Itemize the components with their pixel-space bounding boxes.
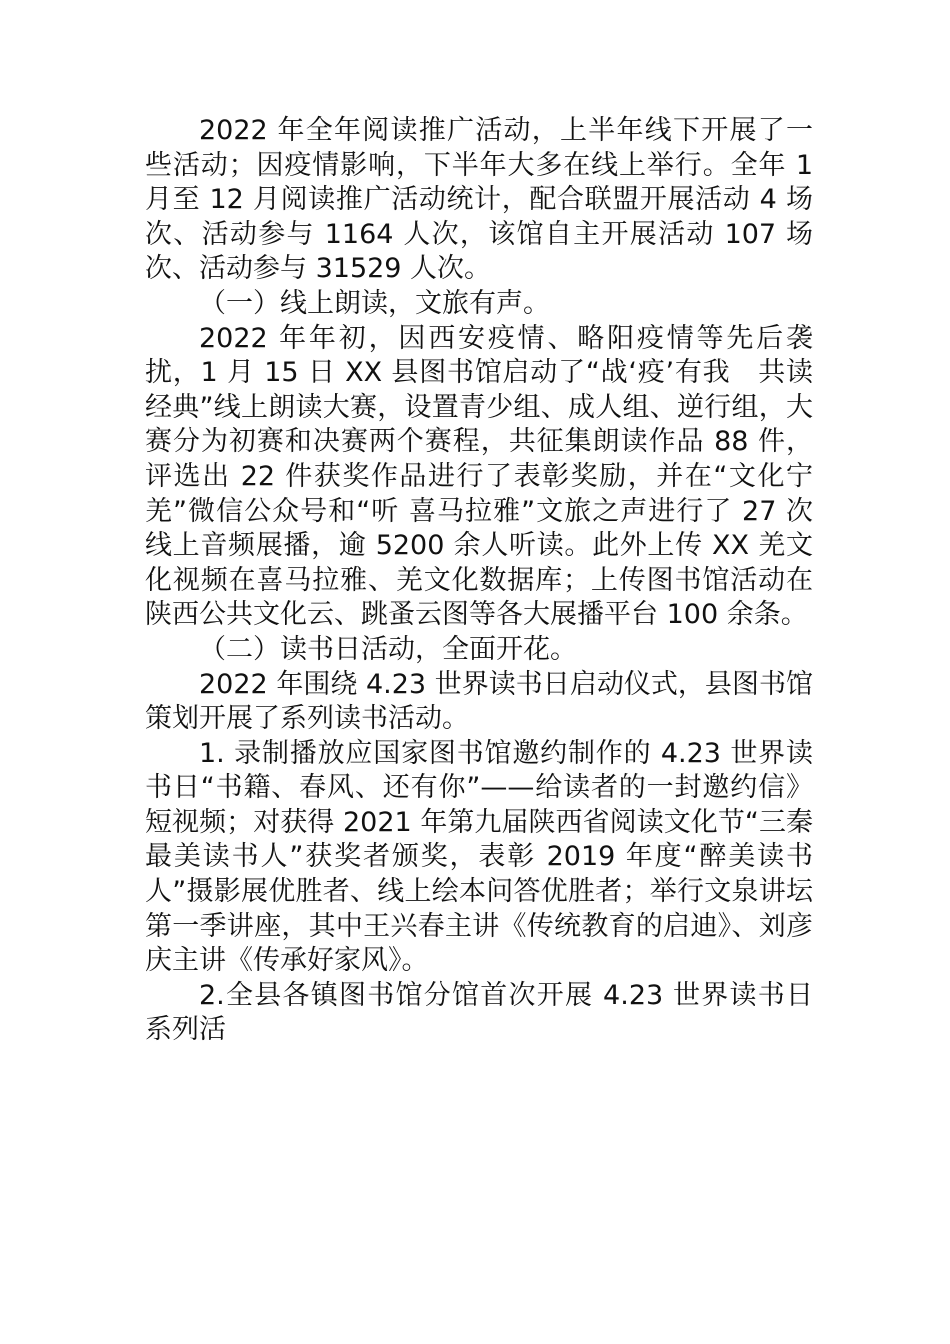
- document-body: [145, 114, 813, 1048]
- paragraph-reading-day-intro: 2022 年围绕 4.23 世界读书日启动仪式，县图书馆策划开展了系列读书活动。: [145, 668, 813, 735]
- paragraph-item-1: 1. 录制播放应国家图书馆邀约制作的 4.23 世界读书日“书籍、春风、还有你”——给读者的一封邀约信》短视频；对获得 2021 年第九届陕西省阅读文化节“三秦最美读书人”获奖者颁奖，表彰 2019 年度“醉美读书人”摄影展优胜者、线上绘本问答优胜者；举行文泉讲坛第一季讲座，其中王兴春主讲《传统教育的启迪》、刘彦庆主讲《传承好家风》。: [145, 737, 813, 977]
- section-heading-reading-day: （二）读书日活动，全面开花。: [199, 633, 577, 665]
- paragraph-online-reading: 2022 年年初，因西安疫情、略阳疫情等先后袭扰，1 月 15 日 XX 县图书馆启动了“战‘疫’有我 共读经典”线上朗读大赛，设置青少组、成人组、逆行组，大赛分为初赛和决赛两个赛程，共征集朗读作品 88 件，评选出 22 件获奖作品进行了表彰奖励，并在“文化宁羌”微信公众号和“听 喜马拉雅”文旅之声进行了 27 次线上音频展播，逾 5200 余人听读。此外上传 XX 羌文化视频在喜马拉雅、羌文化数据库；上传图书馆活动在陕西公共文化云、跳蚤云图等各大展播平台 100 余条。: [145, 322, 813, 631]
- paragraph-annual-summary: 2022 年全年阅读推广活动，上半年线下开展了一些活动；因疫情影响，下半年大多在线上举行。全年 1 月至 12 月阅读推广活动统计，配合联盟开展活动 4 场次、活动参与 1164 人次，该馆自主开展活动 107 场次、活动参与 31529 人次。: [145, 115, 813, 285]
- paragraph-item-2: 2.全县各镇图书馆分馆首次开展 4.23 世界读书日系列活: [145, 979, 813, 1046]
- section-heading-online-reading: （一）线上朗读，文旅有声。: [199, 287, 550, 319]
